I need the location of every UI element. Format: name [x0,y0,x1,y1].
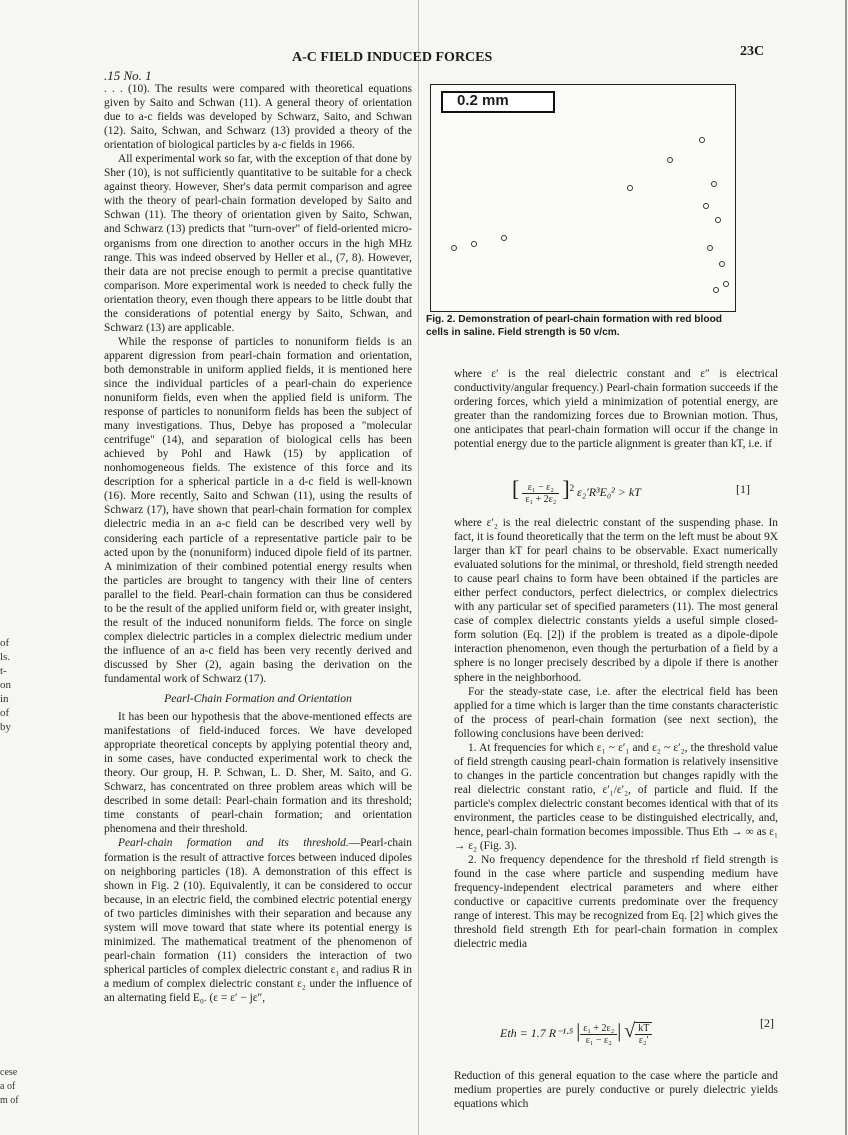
eq2-sqrt-numerator: kT [635,1023,652,1035]
paragraph [104,836,412,1005]
paragraph: While the response of particles to nonuniform fields is an apparent digression from pearl-chain formation and orientation, both demonstrable in uniform applied fields, it is mentioned here since the individual particles of a pearl-chain do experience nonuniform fields, even when the applied field is uniform. The response of particles to nonuniform fields has been the subject of many investigations. Thus, Debye has proposed a "molecular centrifuge" (14), and separation of biological cells has been achieved by Pohl and Hawk (15) by application of nonhomogeneous fields. The existence of this force and its description for a spherical particle in a d-c field is well-known (16). More recently, Saito and Schwan (11), using the results of Schwarz (17), have shown that pearl-chain formation for complex dielectric media in an a-c field can be described very well by considering each particle of a representative particle pair to be acted upon by the (nonuniform) induced dipole field of its partner. A minimization of their combined potential energy results when the particles are brought to tangency with their line of centers parallel to the field. Pearl-chain formation can thus be considered to be the result of the applied uniform field or, with greater insight, the result of the induced nonuniform fields. The force on single complex dielectric particles in a complex dielectric medium under the influence of an a-c field has been very recently derived and discussed by Sher (2), again basing the derivation on the fundamental work of Schwarz (17). [104,335,412,685]
paragraph: Reduction of this general equation to the case where the particle and medium properties are purely conductive or purely dielectric yields equations which [454,1070,778,1111]
equation-2: Eth = 1.7 R⁻¹·⁵ | $\frac{\text{ε₁ + 2ε₂}}{\text{ε₁ − ε₂}}$ | √ $\frac{kT}{\text{ε₂′}}$ [2] [500,1016,774,1047]
eq2-lhs: Eth = 1.7 R⁻¹·⁵ [500,1026,574,1040]
cell-mark [451,245,457,251]
eq2-fraction [580,1023,617,1046]
margin-text: of [0,707,10,719]
margin-text: ls. [0,651,11,663]
margin-text: of [0,637,10,649]
left-column [104,82,412,1005]
margin-text: cese [0,1067,18,1078]
eq1-rhs: ε₂′R³E₀² > kT [577,485,641,499]
margin-text: t- [0,665,7,677]
cell-mark [471,241,477,247]
eq1-denominator: ε₁ + 2ε₂ [525,493,557,505]
margin-text: by [0,721,11,733]
cell-mark [711,181,717,187]
margin-fragments [0,636,11,734]
right-column-bottom [454,1069,778,1111]
run-in-text: —Pearl-chain formation is the result of attractive forces between induced dipoles on neighboring particles (18). A demonstration of this effect is shown in Fig. 2 (10). Equivalently, it can be considered to occur because, in an electric field, the combined electric potential energy of two particles diminishes with their separation and because any system will move toward that state where its potential energy is minimized. The mathematical treatment of the phenomenon of pearl-chain formation (11) considers the interaction of two spherical particles of complex dielectric constant ε₁ and radius R in a medium of complex dielectric constant ε₂ under the influence of an alternating field E₀. (ε = ε′ − jε″, [104,837,412,1004]
eq1-fraction [522,482,559,505]
paragraph: 2. No frequency dependence for the threshold rf field strength is found in the case where particle and suspending medium have frequency-independent electrical parameters and where either conductive or capacitive currents predominate over the frequency range of interest. This may be recognized from Eq. [2] which gives the threshold field strength Eth for pearl-chain formation in complex dielectric media [454,854,778,951]
cell-mark [703,203,709,209]
equation-1: [ $\frac{\text{ε₁ − ε₂}}{\text{ε₁ + 2ε₂}}$ ]$^2$ ε₂′R³E₀² > kT [1] [512,476,750,505]
page-number: 23C [740,44,765,59]
margin-text: in [0,693,9,705]
cell-mark [501,235,507,241]
margin-text: on [0,679,11,691]
margin-text: m of [0,1095,19,1106]
figure-caption: Fig. 2. Demonstration of pearl-chain formation with red blood cells in saline. Field strength is 50 v/cm. [426,314,723,338]
cell-mark [707,245,713,251]
paragraph: For the steady-state case, i.e. after the electrical field has been applied for a time which is larger than the time constants characteristic of the process of pearl-chain formation (see next section), the following conclusions have been derived: [454,685,778,740]
margin-text: a of [0,1081,16,1092]
scale-bar [441,91,555,113]
cell-mark [713,287,719,293]
paragraph: All experimental work so far, with the exception of that done by Sher (10), is not sufficiently quantitative to be suitable for a check against theory. However, Sher's data permit comparison and agree with the theory of pearl-chain formation developed by Saito and Schwan (11). The theory of orientation given by Saito, Schwan, and Schwarz (13) predicts that "turn-over" of field-oriented micro-organisms from one direction to another occurs in the high MHz range. This was indeed observed by Heller et al., (7, 8). However, their data are not precise enough to permit a precise quantitative comparison. More experimental work is needed to check fully the orientation theory, even though there appears to be little doubt that the considerations of potential energy by Saito, Schwan, and Schwarz (13) are applicable. [104,153,412,334]
run-in-heading: Pearl-chain formation and its threshold. [118,837,349,850]
figure-2-micrograph [430,84,736,312]
eq1-number: [1] [736,482,750,496]
eq2-sqrt-denominator: ε₂′ [638,1035,649,1047]
eq2-sqrt [635,1022,652,1046]
cell-mark [719,261,725,267]
right-column-top [454,367,778,451]
running-head-left: .15 No. 1 [104,68,152,83]
eq1-numerator: ε₁ − ε₂ [522,482,559,494]
cell-mark [715,217,721,223]
scale-label: 0.2 mm [457,92,509,109]
scan-fold-line [418,0,419,1135]
paragraph: 1. At frequencies for which ε₁ ~ ε′₁ and ε₂ ~ ε′₂, the threshold value of field strength causing pearl-chain formation is relatively insensitive to changes in the particle concentration but changes rapidly with the real dielectric constant ratio, ε′₁/ε′₂, of particle and fluid. If the particle's complex dielectric constant becomes identical with that of its environment, the particles cease to be distinguished electrically, and, hence, pearl-chain formation becomes impossible. Thus Eth → ∞ as ε₁ → ε₂ (Fig. 3). [454,741,778,853]
cell-mark [627,185,633,191]
eq2-numerator: ε₁ + 2ε₂ [580,1023,617,1035]
paragraph: . . . (10). The results were compared with theoretical equations given by Saito and Schwan (11). A general theory of orientation due to a-c fields was developed by Schwarz, Saito, and Schwan (12). Saito, Schwan, and Schwarz (13) provided a theory of the orientation of biological particles by a-c fields in 1966. [104,83,412,152]
paragraph: where ε′ is the real dielectric constant and ε″ is electrical conductivity/angular frequency.) Pearl-chain formation succeeds if the ordering forces, which yield a minimization of potential energy, are greater than the randomizing forces due to Brownian motion. Thus, one anticipates that pearl-chain formation will occur if the change in potential energy due to the particle alignment is greater than kT, i.e. if [454,368,778,451]
eq2-number: [2] [760,1016,774,1030]
eq2-denominator: ε₁ − ε₂ [585,1034,612,1046]
cell-mark [723,281,729,287]
margin-fragments-bottom [0,1066,19,1108]
cell-mark [699,137,705,143]
paragraph: It has been our hypothesis that the above-mentioned effects are manifestations of field-induced forces. We have developed appropriate theoretical concepts by applying potential theory and, in some cases, have conducted experimental work to check the theory. Our group, H. P. Schwan, L. D. Sher, M. Saito, and G. Schwarz, has concentrated on three problem areas which will be described in some detail: Pearl-chain formation and its threshold; time constants of pearl-chain formation; and orientation phenomena and their threshold. [104,711,412,836]
paragraph: where ε′₂ is the real dielectric constant of the suspending phase. In fact, it is found theoretically that the term on the left must be about 9X larger than kT for pearl chains to be observable. Exact numerically evaluated solutions for the minimal, or threshold, field strength needed to cause pearl chains to form have been obtained if the particles are either perfect conductors, perfect dielectrics, or complex dielectrics with any particular set of specified parameters (11). The most general case of complex dielectric constants yields a useful simple closed-form solution (Eq. [2]) if the problem is treated as a dipole-dipole interaction phenomenon, even though the perturbation of a field by a sphere is no longer precisely described by a dipole if there is another sphere in the neighborhood. [454,517,778,684]
scan-edge-line [845,0,847,1135]
section-heading: Pearl-Chain Formation and Orientation [164,692,352,706]
cell-mark [667,157,673,163]
right-column-mid [454,516,778,951]
running-title: A-C FIELD INDUCED FORCES [292,50,493,65]
